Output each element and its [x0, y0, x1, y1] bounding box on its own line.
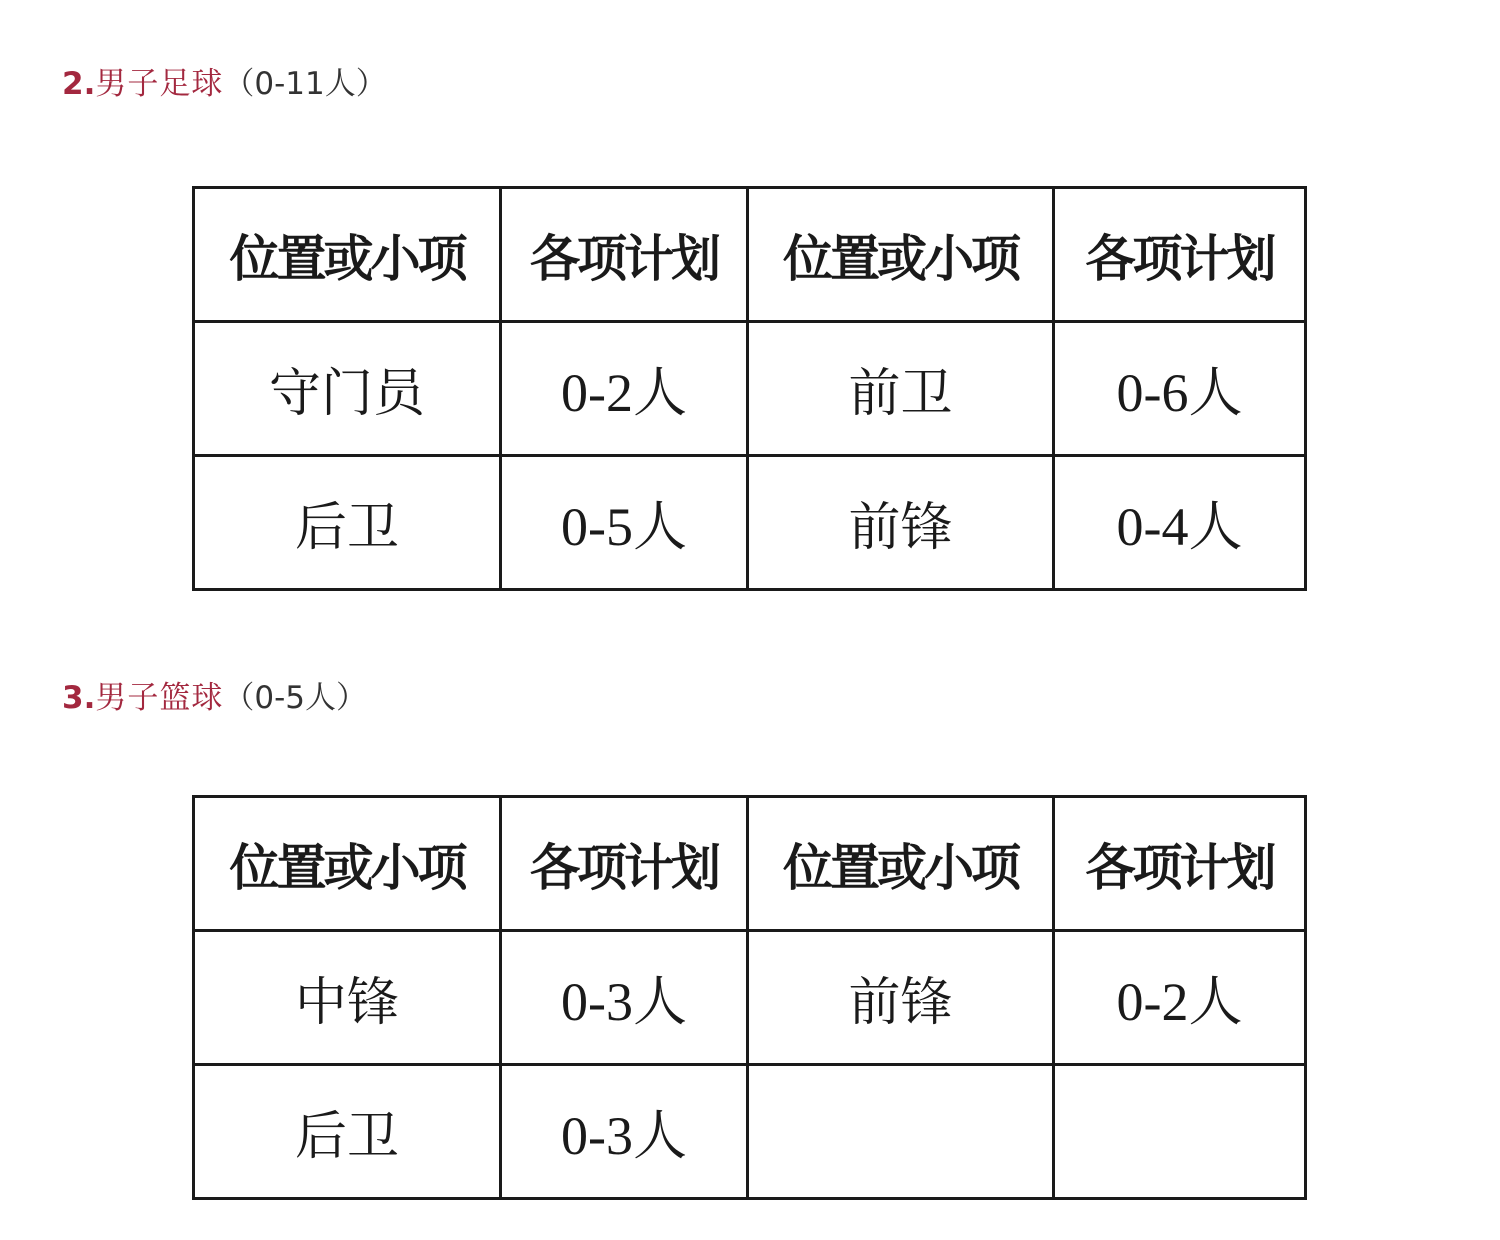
table-row [194, 456, 1306, 590]
plan-cell [1054, 1065, 1306, 1199]
table-row [194, 1065, 1306, 1199]
plan-cell: 0-2人 [501, 322, 748, 456]
section-number: 3. [62, 680, 96, 716]
table-header-row [194, 188, 1306, 322]
plan-cell: 0-3人 [501, 931, 748, 1065]
header-cell: 位置或小项 [748, 188, 1054, 322]
plan-cell: 0-5人 [501, 456, 748, 590]
position-cell: 守门员 [194, 322, 501, 456]
header-cell: 位置或小项 [194, 188, 501, 322]
position-cell [748, 1065, 1054, 1199]
section-range: （0-5人） [223, 680, 367, 716]
position-cell: 前锋 [748, 931, 1054, 1065]
plan-cell: 0-6人 [1054, 322, 1306, 456]
header-cell: 各项计划 [501, 188, 748, 322]
header-cell: 各项计划 [501, 797, 748, 931]
header-cell: 位置或小项 [748, 797, 1054, 931]
header-cell: 各项计划 [1054, 188, 1306, 322]
table-header-row [194, 797, 1306, 931]
plan-cell: 0-3人 [501, 1065, 748, 1199]
position-cell: 前锋 [748, 456, 1054, 590]
header-cell: 位置或小项 [194, 797, 501, 931]
section-heading-basketball [62, 678, 367, 718]
position-cell: 前卫 [748, 322, 1054, 456]
plan-cell: 0-4人 [1054, 456, 1306, 590]
basketball-positions-table [192, 795, 1307, 1200]
section-title: 男子篮球 [95, 680, 224, 716]
plan-cell: 0-2人 [1054, 931, 1306, 1065]
position-cell: 后卫 [194, 456, 501, 590]
section-number: 2. [62, 66, 96, 102]
section-heading-football [62, 64, 387, 104]
table-row [194, 322, 1306, 456]
table-row [194, 931, 1306, 1065]
football-positions-table [192, 186, 1307, 591]
section-title: 男子足球 [95, 66, 224, 102]
position-cell: 中锋 [194, 931, 501, 1065]
header-cell: 各项计划 [1054, 797, 1306, 931]
section-range: （0-11人） [223, 66, 387, 102]
position-cell: 后卫 [194, 1065, 501, 1199]
